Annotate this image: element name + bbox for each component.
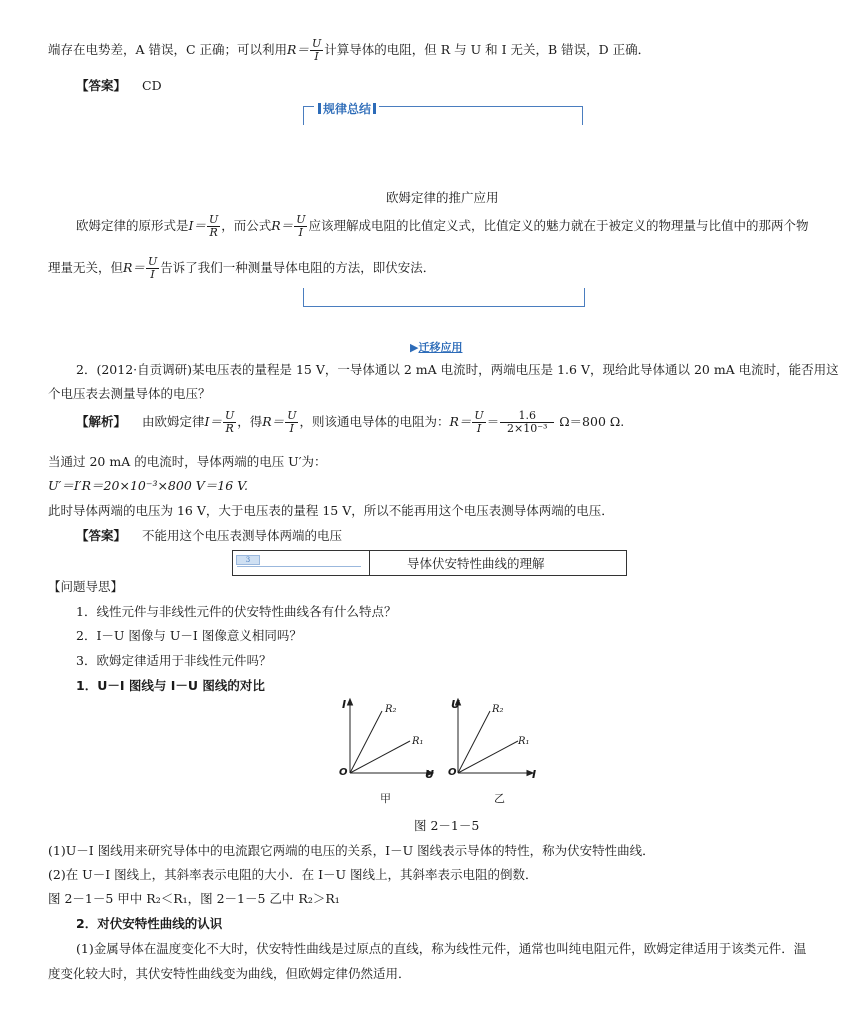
body2-line-1: (1)金属导体在温度变化不大时，伏安特性曲线是过原点的直线，称为线性元件，通常也叫纯电阻元件，欧姆定律适用于该类元件．温 (76, 941, 807, 956)
section-number-cell (233, 551, 370, 575)
figure-caption: 图 2－1－5 (414, 818, 480, 833)
answer-label: 【答案】 (76, 528, 127, 543)
right-caption: 乙 (494, 792, 505, 805)
eq: R＝ (123, 260, 145, 275)
frac-num: U (224, 409, 235, 422)
question-2-line-1: 2．(2012·自贡调研)某电压表的量程是 15 V，一导体通以 2 mA 电流时，两端电压是 1.6 V，现给此导体通以 20 mA 电流时，能否用这 (76, 362, 839, 377)
frac-den: I (150, 268, 155, 281)
summary-top-left (303, 106, 314, 125)
section-arrow-line (237, 566, 361, 567)
left-y-label: I (342, 698, 347, 711)
analysis-line-4: 此时导体两端的电压为 16 V，大于电压表的量程 15 V，所以不能再用这个电压表测导体两端的电压． (48, 503, 614, 518)
transfer-tag-text: 迁移应用 (418, 341, 463, 354)
eq: R＝ (262, 414, 285, 429)
frac-num: U (208, 213, 219, 226)
frac-num: U (287, 409, 297, 422)
section-header (232, 550, 627, 576)
tag-bar-icon (373, 103, 376, 114)
right-x-label: I (532, 768, 537, 781)
frac-den: I (298, 226, 303, 239)
eq: I＝ (188, 218, 206, 233)
answer-value: CD (142, 78, 162, 93)
left-caption: 甲 (380, 792, 391, 805)
text: 理量无关，但 (48, 260, 124, 275)
text: 由欧姆定律 (142, 414, 205, 429)
frac-num: 1.6 (500, 410, 554, 423)
line-r1 (458, 741, 518, 773)
left-r2-label: R₂ (385, 704, 397, 715)
line-r1 (350, 741, 410, 773)
summary-para-1 (76, 214, 808, 239)
eq: R＝ (271, 218, 294, 233)
guide-label: 【问题导思】 (48, 579, 124, 594)
line1-pre: 端存在电势差，A 错误，C 正确；可以利用 (48, 42, 288, 57)
frac-num: U (147, 255, 158, 268)
fraction (472, 410, 485, 435)
analysis-label: 【解析】 (76, 414, 127, 429)
guide-q3: 3．欧姆定律适用于非线性元件吗？ (76, 653, 272, 668)
right-r2-label: R₂ (492, 704, 504, 715)
eq: R＝ (449, 414, 472, 429)
line-r2 (350, 711, 382, 773)
line1-eq: R＝ (287, 42, 309, 57)
right-origin: O (448, 767, 457, 778)
heading-2: 2．对伏安特性曲线的认识 (76, 916, 223, 931)
frac-den: I (476, 422, 482, 435)
summary-top-line (376, 106, 583, 125)
guide-q1: 1．线性元件与非线性元件的伏安特性曲线各有什么特点？ (76, 604, 397, 619)
left-origin: O (339, 767, 348, 778)
section-number-badge: 3 (236, 555, 260, 565)
frac-den: I (314, 50, 319, 63)
heading-1: 1．U－I 图线与 I－U 图线的对比 (76, 678, 265, 693)
line1-post: 计算导体的电阻，但 R 与 U 和 I 无关，B 错误，D 正确． (324, 42, 651, 57)
play-icon: ▶ (410, 341, 419, 354)
answer-1 (76, 76, 162, 94)
text: ，则该通电导体的电阻为： (299, 414, 450, 429)
tag-bar-icon (318, 103, 321, 114)
frac-den: R (209, 226, 218, 239)
fraction (207, 214, 220, 239)
text: 应该理解成电阻的比值定义式，比值定义的魅力就在于被定义的物理量与比值中的那两个物 (308, 218, 809, 233)
text: ，而公式 (221, 218, 272, 233)
body-p1: (1)U－I 图线用来研究导体中的电流跟它两端的电压的关系，I－U 图线表示导体的特性，称为伏安特性曲线． (48, 843, 655, 858)
summary-para-2 (48, 256, 435, 281)
analysis-line-1 (76, 410, 624, 435)
fraction (146, 256, 159, 281)
fraction (294, 214, 307, 239)
left-x-label: U (425, 768, 434, 781)
text-line-1 (48, 38, 650, 63)
answer-2 (76, 526, 342, 544)
eq: I＝ (204, 414, 222, 429)
eq: ＝ (486, 414, 500, 429)
question-2-line-2: 个电压表去测量导体的电压？ (48, 386, 211, 401)
answer-value: 不能用这个电压表测导体两端的电压 (142, 528, 343, 543)
text: 欧姆定律的原形式是 (76, 218, 189, 233)
frac-num: U (296, 213, 306, 226)
text: ，得 (237, 414, 263, 429)
section-title: 导体伏安特性曲线的理解 (407, 556, 545, 571)
right-r1-label: R₁ (518, 736, 530, 747)
fraction (310, 38, 323, 63)
summary-tag-text: 规律总结 (323, 102, 372, 116)
analysis-line-2: 当通过 20 mA 的电流时，导体两端的电压 U′为： (48, 454, 327, 469)
body-p2: (2)在 U－I 图线上，其斜率表示电阻的大小．在 I－U 图线上，其斜率表示电阻的倒数． (48, 867, 538, 882)
body2-line-2: 度变化较大时，其伏安特性曲线变为曲线，但欧姆定律仍然适用． (48, 966, 411, 981)
frac-den: 2×10⁻³ (506, 422, 548, 435)
text: Ω＝800 Ω. (559, 414, 625, 429)
left-r1-label: R₁ (412, 736, 424, 747)
frac-num: U (474, 409, 484, 422)
answer-label: 【答案】 (76, 78, 127, 93)
text: 告诉了我们一种测量导体电阻的方法，即伏安法． (160, 260, 436, 275)
frac-num: U (311, 37, 322, 50)
fraction (500, 410, 554, 435)
body-p3: 图 2－1－5 甲中 R₂＜R₁，图 2－1－5 乙中 R₂＞R₁ (48, 891, 340, 906)
arrow-icon (348, 699, 353, 705)
summary-bottom (303, 288, 585, 307)
fraction (223, 410, 236, 435)
line-r2 (458, 711, 490, 773)
frac-den: R (225, 422, 234, 435)
fraction (285, 410, 298, 435)
guide-q2: 2．I－U 图像与 U－I 图像意义相同吗？ (76, 628, 302, 643)
analysis-line-3: U′＝I′R＝20×10⁻³×800 V＝16 V. (48, 478, 248, 493)
summary-tag (315, 100, 379, 117)
transfer-tag (410, 339, 462, 355)
right-y-label: U (451, 698, 460, 711)
summary-title: 欧姆定律的推广应用 (386, 190, 499, 205)
frac-den: I (289, 422, 294, 435)
